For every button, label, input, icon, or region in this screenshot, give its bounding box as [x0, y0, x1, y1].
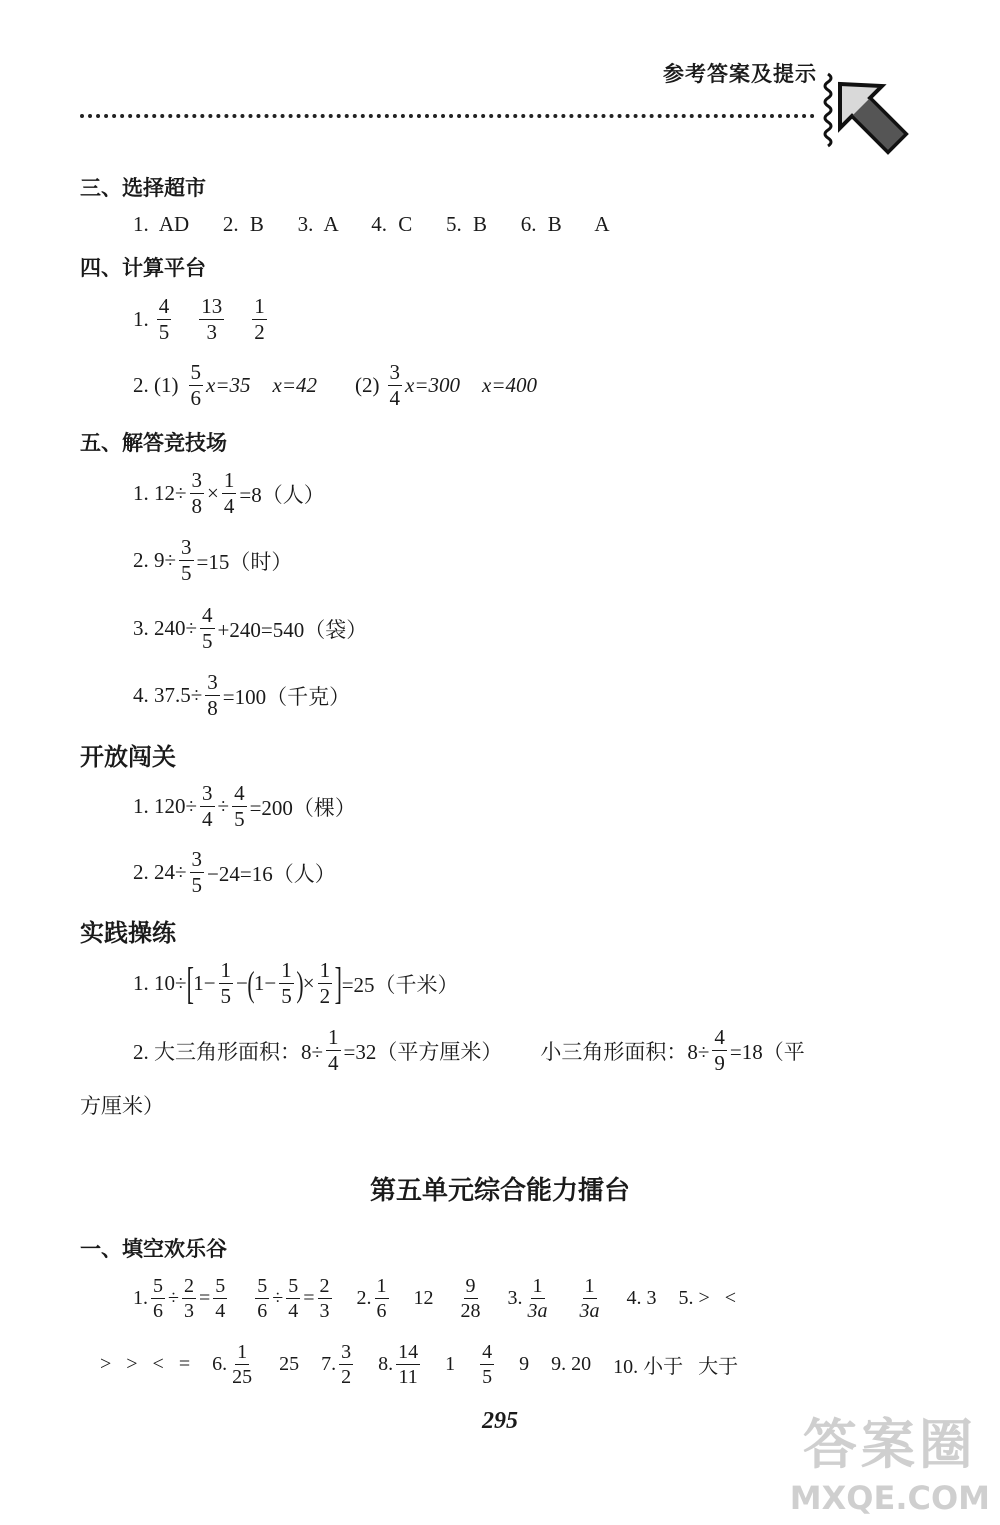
fraction: $\frac{1}{25}$	[232, 1341, 253, 1388]
answer-line: > > < = 6. $\frac{1}{25}$ 25 7. $\frac{3}{2}$ 8. $\frac{14}{11}$ 1 $\frac{4}{5}$ 9 9. 20 10. 小于 大于	[100, 1341, 739, 1388]
unit-title: 第五单元综合能力擂台	[369, 1176, 630, 1206]
fraction: $\frac{1}{4}$	[328, 1025, 339, 1075]
answer-line: 1. 10÷ [ 1− $\frac{1}{5}$ − ( 1− $\frac{1}{5}$ ) × $\frac{1}{2}$ ] =25（千米）	[133, 958, 459, 1008]
answer-line: 4. 37.5÷ $\frac{3}{8}$ =100（千克）	[133, 670, 351, 720]
section-title: 开放闯关	[80, 743, 176, 771]
equation-text: x=35	[206, 373, 251, 397]
fraction: $\frac{4}{5}$	[234, 781, 245, 831]
fraction: $\frac{4}{5}$	[158, 294, 170, 344]
fraction: $\frac{4}{5}$	[482, 1341, 493, 1388]
fraction: $\frac{1}{5}$	[281, 958, 292, 1008]
answer-line: 1. 12÷ $\frac{3}{8}$ × $\frac{1}{4}$ =8（人）	[133, 468, 325, 518]
watermark-logo-text: 答案圈	[802, 1413, 977, 1476]
fraction: $\frac{5}{4}$	[288, 1275, 299, 1322]
answer-line: 2. 24÷ $\frac{3}{5}$ −24=16（人）	[133, 847, 336, 897]
watermark	[790, 1402, 990, 1517]
fraction: $\frac{5}{4}$	[215, 1275, 226, 1322]
answer-line: 1. $\frac{5}{6}$ ÷ $\frac{2}{3}$ = $\frac{5}{4}$ $\frac{5}{6}$ ÷ $\frac{5}{4}$ = $\frac{2}{3}$ 2. $\frac{1}{6}$ 12 $\frac{9}{28}$ 3. $\frac{1}{3a}$ $\frac{1}{3a}$ 4. 3 5. > <	[133, 1275, 737, 1322]
fraction: $\frac{4}{9}$	[714, 1025, 725, 1075]
fraction: $\frac{5}{6}$	[153, 1275, 163, 1322]
fraction: $\frac{4}{5}$	[202, 603, 213, 653]
header-title: 参考答案及提示	[663, 62, 817, 86]
answer-line: 2. 9÷ $\frac{3}{5}$ =15（时）	[133, 535, 293, 585]
fraction: $\frac{1}{5}$	[220, 958, 232, 1008]
fraction: $\frac{1}{2}$	[254, 294, 265, 344]
section-title: 三、选择超市	[80, 176, 206, 200]
answer-line: 3. 240÷ $\frac{4}{5}$ +240=540（袋）	[133, 603, 368, 653]
answer-line: 2. 大三角形面积：8÷ $\frac{1}{4}$ =32（平方厘米） 小三角形面积：8÷ $\frac{4}{9}$ =18（平	[133, 1025, 805, 1075]
fraction: $\frac{1}{3a}$	[579, 1275, 600, 1322]
answer-line: 1. AD 2. B 3. A 4. C 5. B 6. B A	[133, 212, 610, 236]
fraction: $\frac{2}{3}$	[319, 1275, 330, 1322]
answer-line: 1. 120÷ $\frac{3}{4}$ ÷ $\frac{4}{5}$ =200（棵）	[133, 781, 356, 831]
section-title: 五、解答竞技场	[80, 431, 227, 455]
answer-line: 方厘米）	[80, 1094, 164, 1118]
fraction: $\frac{3}{8}$	[207, 670, 218, 720]
fraction: $\frac{1}{4}$	[223, 468, 235, 518]
fraction: $\frac{1}{3a}$	[527, 1275, 548, 1322]
fraction: $\frac{5}{6}$	[257, 1275, 268, 1322]
answer-line	[133, 296, 270, 343]
answer-line	[133, 362, 537, 409]
fraction: $\frac{3}{4}$	[202, 781, 213, 831]
fraction: $\frac{3}{2}$	[341, 1341, 352, 1388]
item-index: 2. (1)	[133, 373, 179, 397]
page-number: 295	[482, 1408, 518, 1434]
item-index: 1.	[133, 307, 149, 331]
section-title: 一、填空欢乐谷	[80, 1237, 227, 1261]
fraction: $\frac{9}{28}$	[460, 1275, 481, 1322]
fraction: $\frac{3}{5}$	[181, 535, 192, 585]
fraction: $\frac{1}{6}$	[376, 1275, 387, 1322]
equation-text: x=300	[405, 373, 460, 397]
fraction: $\frac{3}{5}$	[191, 847, 203, 897]
watermark-url: MXQE.COM	[789, 1479, 990, 1517]
item-index: (2)	[355, 373, 380, 397]
fraction: $\frac{14}{11}$	[398, 1341, 419, 1388]
fraction: $\frac{3}{8}$	[191, 468, 203, 518]
fraction: $\frac{5}{6}$	[190, 360, 201, 410]
pointer-arrow-icon	[822, 70, 922, 160]
section-title: 四、计算平台	[80, 256, 206, 280]
equation-text: x=42	[272, 373, 317, 397]
fraction: $\frac{3}{4}$	[389, 360, 400, 410]
fraction: $\frac{2}{3}$	[183, 1275, 194, 1322]
fraction: $\frac{1}{2}$	[319, 958, 331, 1008]
section-title: 实践操练	[80, 919, 176, 947]
equation-text: x=400	[482, 373, 537, 397]
fraction: $\frac{13}{3}$	[201, 294, 223, 344]
header-divider	[80, 114, 815, 118]
